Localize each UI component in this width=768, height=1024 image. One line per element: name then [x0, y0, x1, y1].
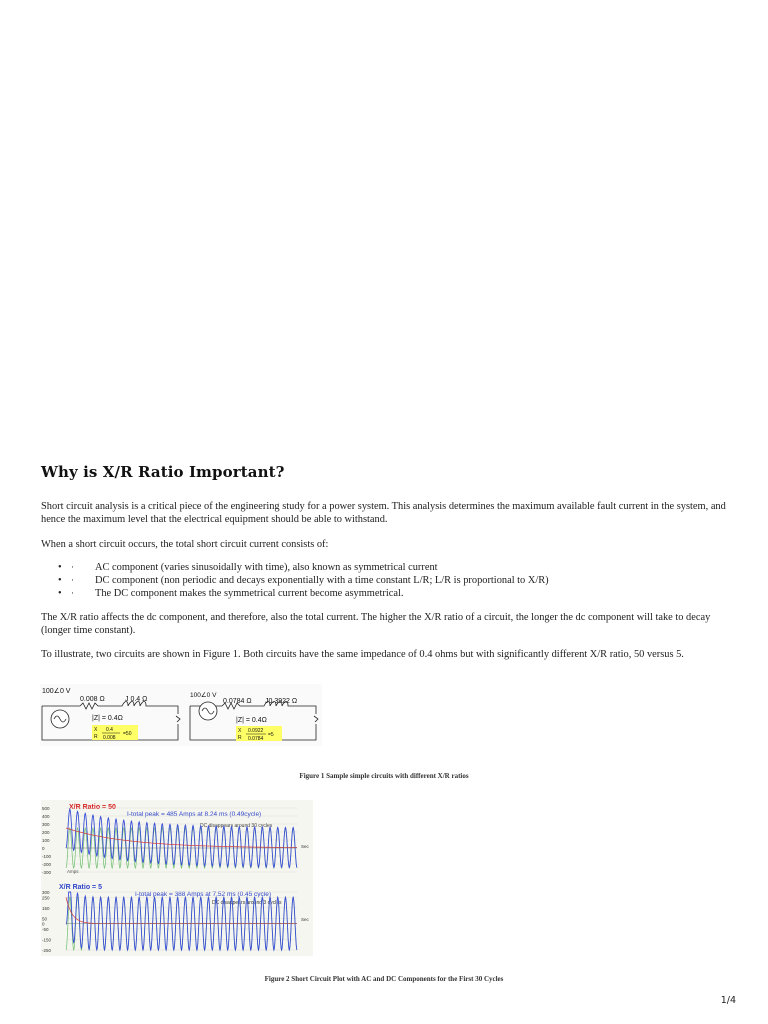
bullet-marker: · — [71, 588, 74, 598]
chart2-xlabel: Sec — [301, 917, 309, 922]
y-tick-label: -150 — [42, 937, 52, 943]
circuit-a-reactance-label: J 0.4 Ω — [125, 696, 148, 703]
paragraph-consists: When a short circuit occurs, the total short circuit current consists of: — [41, 539, 329, 550]
y-tick-label: -100 — [42, 854, 52, 859]
paragraph-intro: Short circuit analysis is a critical piece of the engineering study for a power system. This analysis determines the maximum available fault current in the system, and hence the maximum level that the electrical equipment should be able to withstand. — [41, 501, 726, 525]
y-tick-label: -250 — [42, 948, 52, 953]
bullet-marker: · — [71, 562, 74, 572]
y-tick-label: 150 — [42, 905, 50, 911]
y-tick-label: 0 — [42, 921, 45, 927]
chart1-dc-annotation: DC disappears around 30 cycles — [200, 823, 273, 829]
chart1-title: X/R Ratio = 50 — [69, 804, 116, 811]
bullet-text: AC component (varies sinusoidally with time), also known as symmetrical current — [95, 562, 438, 573]
circuit-a-ratio-x: X — [94, 727, 98, 733]
chart1-ylabel: Amps — [67, 869, 79, 874]
y-tick-label: -200 — [42, 862, 52, 867]
figure1-caption: Figure 1 Sample simple circuits with different X/R ratios — [299, 772, 469, 780]
page-number: 1/4 — [720, 995, 736, 1006]
y-tick-label: 250 — [42, 895, 50, 901]
figure1-circuits — [40, 684, 322, 746]
circuit-a-ratio-r: R — [94, 734, 98, 740]
chart1-xlabel: Sec — [301, 844, 309, 849]
bullet-dot: • — [58, 575, 62, 586]
chart2-title: X/R Ratio = 5 — [59, 884, 102, 891]
circuit-b-ratio-result: =5 — [268, 732, 274, 738]
y-tick-label: 400 — [42, 814, 50, 819]
y-tick-label: 300 — [42, 890, 50, 895]
circuit-b-source-label: 100∠0 V — [190, 692, 217, 699]
circuit-b-reactance-label: J0.3922 Ω — [265, 698, 298, 705]
chart1-peak-annotation: I-total peak = 485 Amps at 8.24 ms (0.49cycle) — [127, 811, 262, 818]
bullet-dot: • — [58, 588, 62, 599]
section-heading: Why is X/R Ratio Important? — [41, 463, 285, 481]
circuit-a-ratio-den: 0.008 — [103, 735, 116, 741]
circuit-a-impedance: |Z| = 0.4Ω — [92, 715, 123, 722]
paragraph-illustrate: To illustrate, two circuits are shown in Figure 1. Both circuits have the same impedance of 0.4 ohms but with significantly different X/R ratio, 50 versus 5. — [41, 649, 684, 660]
figure2-plots — [41, 800, 313, 956]
circuit-a-source-label: 100∠0 V — [42, 688, 71, 695]
bullet-text: DC component (non periodic and decays exponentially with a time constant L/R; L/R is proportional to X/R) — [95, 575, 549, 586]
circuit-a-resistance-label: 0.008 Ω — [80, 696, 105, 703]
bullet-dot: • — [58, 562, 62, 573]
chart2-peak-annotation: I-total peak = 388 Amps at 7.52 ms (0.45 cycle) — [135, 891, 272, 898]
circuit-a-ratio-result: =50 — [123, 731, 132, 737]
bullet-text: The DC component makes the symmetrical current become asymmetrical. — [95, 588, 404, 599]
y-tick-label: 50 — [42, 916, 48, 922]
circuit-b-ratio-r: R — [238, 735, 242, 741]
figure2-caption: Figure 2 Short Circuit Plot with AC and DC Components for the First 30 Cycles — [264, 975, 504, 983]
y-tick-label: -50 — [42, 926, 49, 932]
chart2-dc-annotation: DC disappears around 3 cycles — [212, 900, 282, 906]
circuit-b-impedance: |Z| = 0.4Ω — [236, 717, 267, 724]
circuit-a-ratio-num: 0.4 — [106, 727, 113, 733]
y-tick-label: 200 — [42, 830, 50, 835]
y-tick-label: 100 — [42, 838, 50, 843]
circuit-b-ratio-num: 0.0922 — [248, 728, 264, 734]
y-tick-label: 0 — [42, 846, 45, 851]
y-tick-label: 300 — [42, 822, 50, 827]
circuit-b-ratio-x: X — [238, 728, 242, 734]
bullet-marker: · — [71, 575, 74, 585]
paragraph-affects: The X/R ratio affects the dc component, and therefore, also the total current. The higher the X/R ratio of a circuit, the longer the dc component will take to decay (longer time constant). — [41, 612, 711, 636]
y-tick-label: -300 — [42, 870, 52, 875]
circuit-b-ratio-den: 0.0784 — [248, 736, 264, 742]
circuit-b-resistance-label: 0.0784 Ω — [223, 698, 252, 705]
y-tick-label: 500 — [42, 806, 50, 811]
